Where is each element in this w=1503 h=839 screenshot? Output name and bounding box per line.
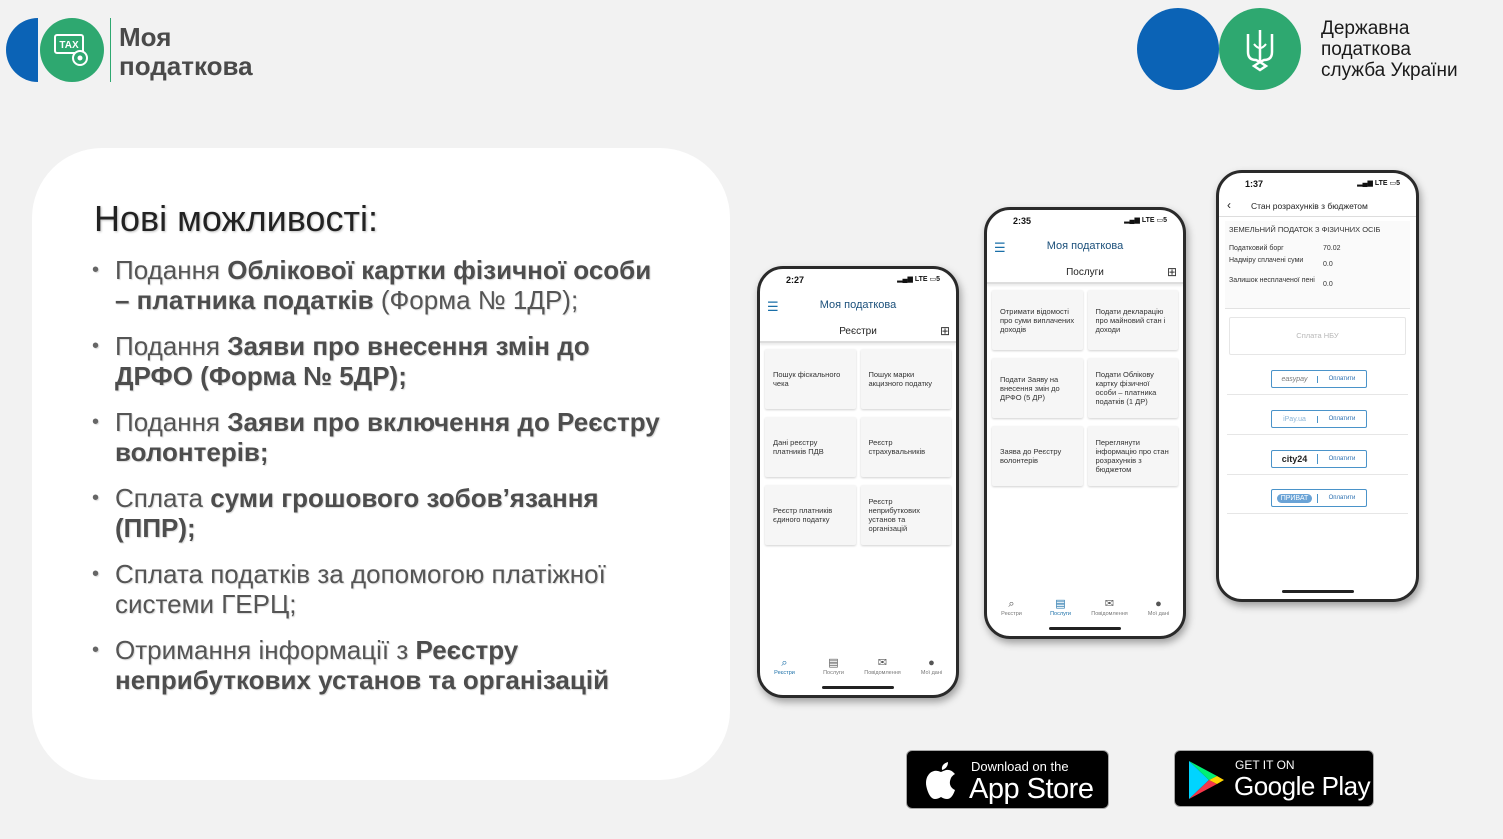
nbu-payment-button[interactable]: Сплата НБУ [1229,317,1406,355]
battery-level: 5 [1396,180,1400,187]
screen-title: Стан розрахунків з бюджетом [1251,201,1368,211]
tile-volunteer-registry[interactable] [992,426,1083,486]
row-label: Надміру сплачені суми [1229,257,1304,264]
org-name [1321,18,1458,81]
feature-item [90,559,670,619]
nav-label: Реєстри [1001,611,1022,617]
menu-icon[interactable]: ☰ [767,299,779,314]
payment-provider-row [1227,361,1408,395]
logo-blue-circle [1137,8,1219,90]
feature-item [90,483,670,543]
nav-label: Реєстри [774,670,795,676]
org-name-line3: служба України [1321,60,1458,81]
nav-services[interactable] [1037,598,1085,630]
clipboard-icon: ▤ [1055,598,1066,610]
network-type: LTE [914,276,928,283]
signal-icon: ▂▄▆ LTE ▭5 [1357,180,1400,187]
tile-vat-registry[interactable] [765,417,856,477]
clipboard-icon: ▤ [828,657,839,669]
tiles-grid [765,349,951,545]
tile-label: Пошук фіскального чека [773,370,841,388]
nav-label: Мої дані [920,670,943,676]
easypay-logo: easypay [1272,376,1318,383]
org-name-line2: податкова [1321,39,1411,60]
tile-nonprofit-registry[interactable] [861,485,952,545]
appstore-top-text: Download on the [971,759,1069,774]
tile-label: Реєстр неприбуткових установ та організацій [868,497,921,533]
section-title: Послуги [1066,267,1104,278]
network-type: LTE [1141,217,1155,224]
feature-text: Отримання інформації з [115,635,416,665]
logo-divider [110,18,111,82]
app-bar [987,234,1183,260]
phone-services [984,207,1186,639]
tax-summary-box [1225,221,1410,309]
tile-1dr-card[interactable] [1088,358,1179,418]
home-indicator [822,686,894,689]
app-store-badge[interactable] [906,750,1109,809]
status-bar [1219,173,1416,193]
tile-label: Отримати відомості про суми виплачених доходів [1000,306,1075,334]
tile-insurers-registry[interactable] [861,417,952,477]
google-play-icon [1187,759,1225,801]
tile-label: Заява до Реєстру волонтерів [1000,447,1062,465]
battery-level: 5 [936,276,940,283]
payment-provider-row [1227,480,1408,514]
features-list [90,255,670,711]
pay-label: Оплатити [1328,495,1356,501]
back-arrow-icon[interactable]: ‹ [1227,198,1231,212]
tile-label: Подати Заяву на внесення змін до ДРФО (5 ДР) [1000,374,1060,402]
pay-ipay-button[interactable] [1271,410,1367,428]
nav-messages[interactable] [1086,598,1134,630]
app-name-line2: податкова [119,51,253,81]
search-doc-icon: ⌕ [781,657,788,669]
appstore-big-text: App Store [969,773,1094,805]
app-bar-title: Моя податкова [1046,240,1124,252]
nav-label: Повідомлення [1091,611,1128,617]
section-bar [760,321,956,343]
row-value: 0.0 [1323,261,1333,268]
signal-icon: ▂▄▆ LTE ▭5 [1124,217,1167,224]
feature-item [90,331,670,391]
nav-label: Послуги [823,670,844,676]
bullet-icon: • [92,487,100,509]
signal-icon: ▂▄▆ LTE ▭5 [897,276,940,283]
inbox-icon: ✉ [1104,598,1115,610]
nav-label: Повідомлення [864,670,901,676]
status-time: 2:35 [1013,216,1032,226]
feature-highlight: Заяви про включення до Реєстру волонтерів; [115,407,660,467]
google-play-badge[interactable] [1174,750,1374,807]
gplay-top-text: GET IT ON [1235,758,1295,772]
user-icon: ● [928,657,935,669]
city24-logo: city24 [1272,454,1318,464]
section-title: Реєстри [839,326,877,337]
row-value: 70.02 [1323,245,1341,252]
user-icon: ● [1155,598,1162,610]
tile-label: Подати Облікову картку фізичної особи – платника податків (1 ДР) [1095,370,1157,406]
nav-registries[interactable] [988,598,1036,630]
section-bar [987,262,1183,284]
pay-label: Оплатити [1328,376,1356,382]
feature-text: Сплата податків за допомогою платіжної системи ГЕРЦ; [115,559,606,619]
screen-header [1219,195,1416,217]
row-value: 0.0 [1323,281,1333,288]
apple-icon [921,758,961,802]
tax-type-title: ЗЕМЕЛЬНИЙ ПОДАТОК З ФІЗИЧНИХ ОСІБ [1229,225,1381,234]
nav-my-data[interactable] [1135,598,1183,630]
pay-privat-button[interactable] [1271,489,1367,507]
nav-label: Мої дані [1147,611,1170,617]
phone-budget-status [1216,170,1419,602]
tile-submit-declaration[interactable] [1088,290,1179,350]
privat-logo [1272,494,1318,503]
bullet-icon: • [92,563,100,585]
home-indicator [1282,590,1354,593]
status-bar [760,269,956,289]
status-time: 2:27 [786,275,805,285]
tile-label: Реєстр платників єдиного податку [773,506,833,524]
feature-suffix: (Форма № 1ДР); [373,285,579,315]
payment-provider-row [1227,401,1408,435]
features-card [32,148,730,780]
app-bar-title: Моя податкова [819,299,897,311]
nav-registries[interactable] [761,657,809,689]
app-name-line1: Моя [119,22,172,52]
gplay-big-text: Google Play [1234,771,1371,801]
feature-highlight: Заяви про внесення змін до ДРФО (Форма № 5ДР); [115,331,590,391]
row-label: Податковий борг [1229,245,1284,252]
payment-provider-row [1227,441,1408,475]
nav-messages[interactable] [859,657,907,689]
tile-income-info[interactable] [992,290,1083,350]
pay-city24-button[interactable] [1271,450,1367,468]
bottom-nav [760,657,956,689]
tax-service-logo [1137,8,1487,90]
feature-text: Сплата [115,483,211,513]
menu-icon[interactable]: ☰ [994,240,1006,255]
tile-excise-stamp[interactable] [861,349,952,409]
status-bar [987,210,1183,230]
bullet-icon: • [92,639,100,661]
tile-single-tax-registry[interactable] [765,485,856,545]
ipay-logo: iPay.ua [1272,416,1318,423]
tile-label: Переглянути інформацію про стан розрахунків з бюджетом [1095,438,1169,474]
org-name-line1: Державна [1321,18,1410,39]
feature-text: Подання [115,255,228,285]
feature-highlight: суми грошового зобов’язання (ППР); [115,483,599,543]
feature-item [90,407,670,467]
phone-registries [757,266,959,698]
pay-label: Оплатити [1328,416,1356,422]
features-title: Нові можливості: [94,198,378,239]
feature-highlight: Реєстру неприбуткових установ та організацій [115,635,610,695]
home-indicator [1049,627,1121,630]
nav-my-data[interactable] [908,657,956,689]
pay-easypay-button[interactable] [1271,370,1367,388]
bottom-nav [987,598,1183,630]
network-type: LTE [1374,180,1388,187]
tile-label: Подати декларацію про майновий стан і доходи [1095,306,1166,334]
tile-5dr-application[interactable] [992,358,1083,418]
feature-highlight: Облікової картки фізичної особи – платника податків [115,255,652,315]
app-name [119,23,253,81]
feature-item [90,635,670,695]
trident-icon [1219,8,1301,90]
tile-label: Реєстр страхувальників [868,438,926,456]
nav-services[interactable] [810,657,858,689]
battery-level: 5 [1163,217,1167,224]
app-bar [760,293,956,319]
tiles-grid [992,290,1178,486]
status-time: 1:37 [1245,179,1264,189]
tax-settings-icon [40,18,104,82]
inbox-icon: ✉ [877,657,888,669]
grid-view-icon[interactable]: ⊞ [1166,265,1177,279]
row-label: Залишок несплаченої пені [1229,277,1315,284]
logo-tax-text: TAX [59,40,79,51]
feature-text: Подання [115,331,228,361]
privat-logo-text: ПРИВАТ [1277,494,1313,503]
app-logo [6,16,266,84]
bullet-icon: • [92,411,100,433]
search-doc-icon: ⌕ [1008,598,1015,610]
tile-label: Пошук марки акцизного податку [868,370,933,388]
tile-budget-settlements[interactable] [1088,426,1179,486]
tile-label: Дані реєстру платників ПДВ [773,438,824,456]
pay-label: Оплатити [1328,456,1356,462]
grid-view-icon[interactable]: ⊞ [939,324,950,338]
feature-text: Подання [115,407,228,437]
feature-item [90,255,670,315]
tile-fiscal-check[interactable] [765,349,856,409]
bullet-icon: • [92,335,100,357]
bullet-icon: • [92,259,100,281]
nav-label: Послуги [1050,611,1071,617]
